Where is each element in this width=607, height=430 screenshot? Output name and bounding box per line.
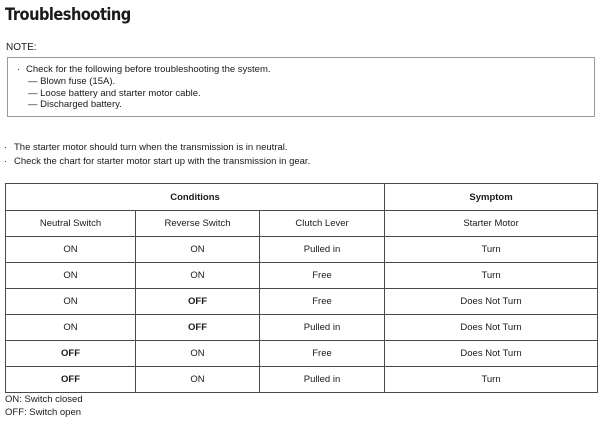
column-header: Neutral Switch [6,211,136,237]
bullet-icon: · [17,64,20,74]
table-row [6,263,598,289]
group-header-row [6,184,598,211]
note-label: NOTE: [6,42,37,53]
table-cell: OFF [136,289,260,315]
info-item [4,155,310,169]
table-row [6,315,598,341]
table-cell: ON [6,315,136,341]
table-cell: Turn [385,237,598,263]
note-intro-line [8,64,594,76]
table-row [6,289,598,315]
legend-item: ON: Switch closed [5,394,83,405]
troubleshooting-chart [5,183,598,393]
conditions-header: Conditions [6,184,385,211]
table-cell: Turn [385,263,598,289]
column-header-row [6,211,598,237]
column-header: Reverse Switch [136,211,260,237]
legend [5,394,83,419]
table-cell: Does Not Turn [385,341,598,367]
table-cell: OFF [6,367,136,393]
table-cell: ON [136,341,260,367]
info-item [4,141,310,155]
table-cell: OFF [136,315,260,341]
table-cell: Pulled in [260,367,385,393]
table-cell: Pulled in [260,315,385,341]
table-row [6,367,598,393]
note-box [7,57,595,117]
legend-item: OFF: Switch open [5,406,82,418]
note-item: — Discharged battery. [28,99,122,111]
table-cell: Free [260,263,385,289]
table-cell: ON [136,237,260,263]
table-cell: Free [260,289,385,315]
table-cell: ON [136,367,260,393]
symptom-header: Symptom [385,184,598,211]
bullet-icon: · [4,155,7,166]
table-cell: Pulled in [260,237,385,263]
table-cell: ON [136,263,260,289]
note-item: — Blown fuse (15A). [28,75,116,87]
table-row [6,341,598,367]
column-header: Clutch Lever [260,211,385,237]
table-cell: Does Not Turn [385,315,598,341]
table-cell: OFF [6,341,136,367]
table-cell: ON [6,263,136,289]
table-cell: Turn [385,367,598,393]
info-text: Check the chart for starter motor start up with the transmission in gear. [14,155,311,167]
column-header: Starter Motor [385,211,598,237]
bullet-icon: · [4,142,7,152]
table-cell: Free [260,341,385,367]
table-cell: ON [6,237,136,263]
page-title: Troubleshooting [5,5,131,25]
table-cell: Does Not Turn [385,289,598,315]
info-list [4,141,310,168]
note-item: — Loose battery and starter motor cable. [28,87,201,99]
note-intro: Check for the following before troubleshooting the system. [26,64,271,75]
table-row [6,237,598,263]
table-cell: ON [6,289,136,315]
info-text: The starter motor should turn when the transmission is in neutral. [14,142,288,153]
